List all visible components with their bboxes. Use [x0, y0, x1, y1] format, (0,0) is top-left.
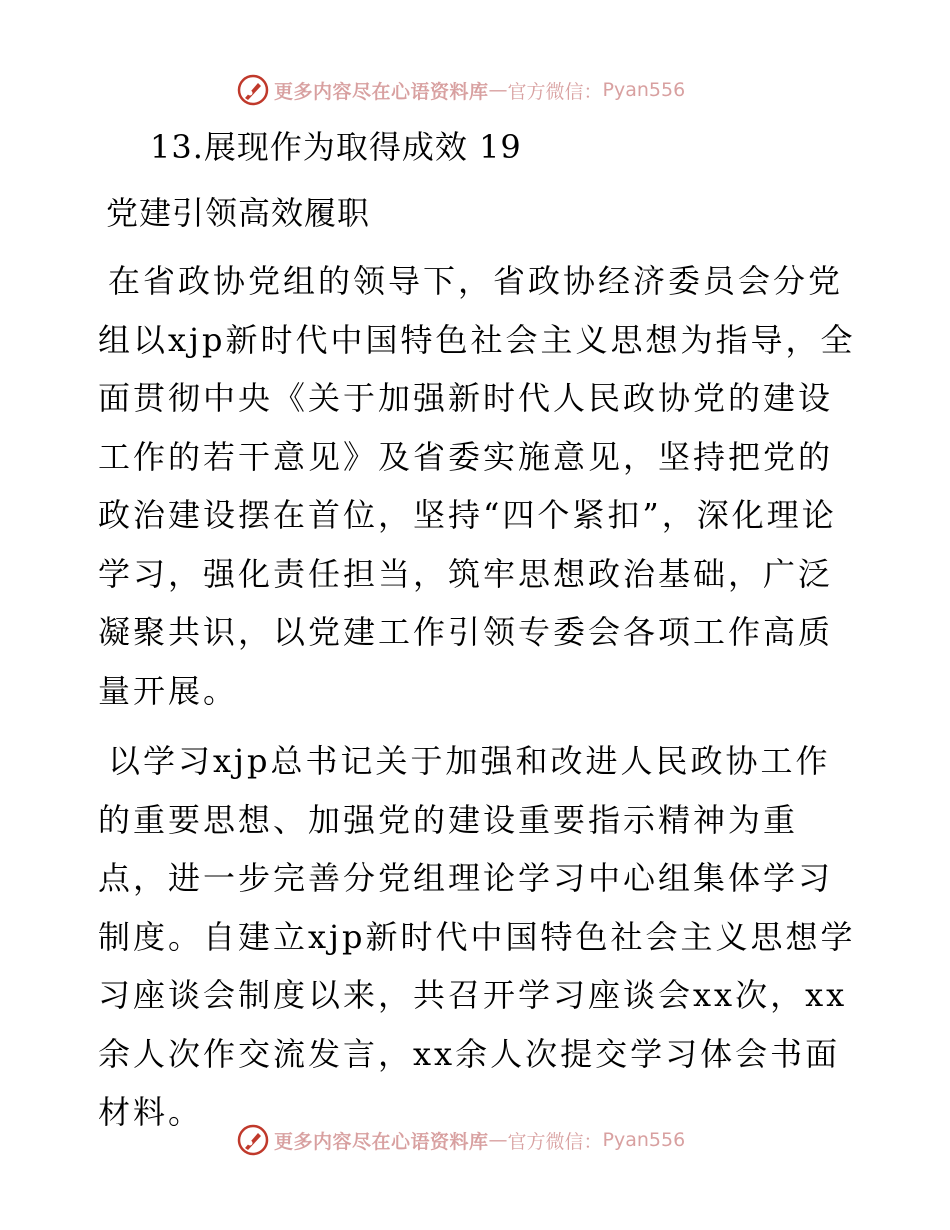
- watermark-contact-label: 官方微信：: [507, 1130, 603, 1153]
- watermark-brand-text: 更多内容尽在心语资料库: [274, 1130, 489, 1153]
- watermark-separator: —: [488, 1129, 508, 1151]
- paragraph-2: 以学习xjp总书记关于加强和改进人民政协工作的重要思想、加强党的建设重要指示精神为重点，进一步完善分党组理论学习中心组集体学习制度。自建立xjp新时代中国特色社会主义思想学习座谈会制度以来，共召开学习座谈会xx次，xx余人次作交流发言，xx余人次提交学习体会书面材料。: [98, 742, 856, 1131]
- pen-logo-icon: [236, 1123, 270, 1157]
- watermark-contact-label: 官方微信：: [507, 80, 603, 103]
- section-heading: 13.展现作为取得成效 19: [150, 128, 522, 166]
- watermark-brand-text: 更多内容尽在心语资料库: [274, 80, 489, 103]
- watermark-separator: —: [488, 79, 508, 101]
- watermark-header: [236, 72, 685, 108]
- watermark-footer: [236, 1122, 685, 1158]
- watermark-contact-id: Pyan556: [602, 1129, 686, 1151]
- section-subheading: 党建引领高效履职: [106, 194, 371, 232]
- document-body: [98, 120, 858, 1154]
- watermark-contact-id: Pyan556: [602, 79, 686, 101]
- pen-logo-icon: [236, 73, 270, 107]
- paragraph-1: 在省政协党组的领导下，省政协经济委员会分党组以xjp新时代中国特色社会主义思想为指导，全面贯彻中央《关于加强新时代人民政协党的建设工作的若干意见》及省委实施意见，坚持把党的政治建设摆在首位，坚持“四个紧扣”，深化理论学习，强化责任担当，筑牢思想政治基础，广泛凝聚共识，以党建工作引领专委会各项工作高质量开展。: [98, 262, 856, 710]
